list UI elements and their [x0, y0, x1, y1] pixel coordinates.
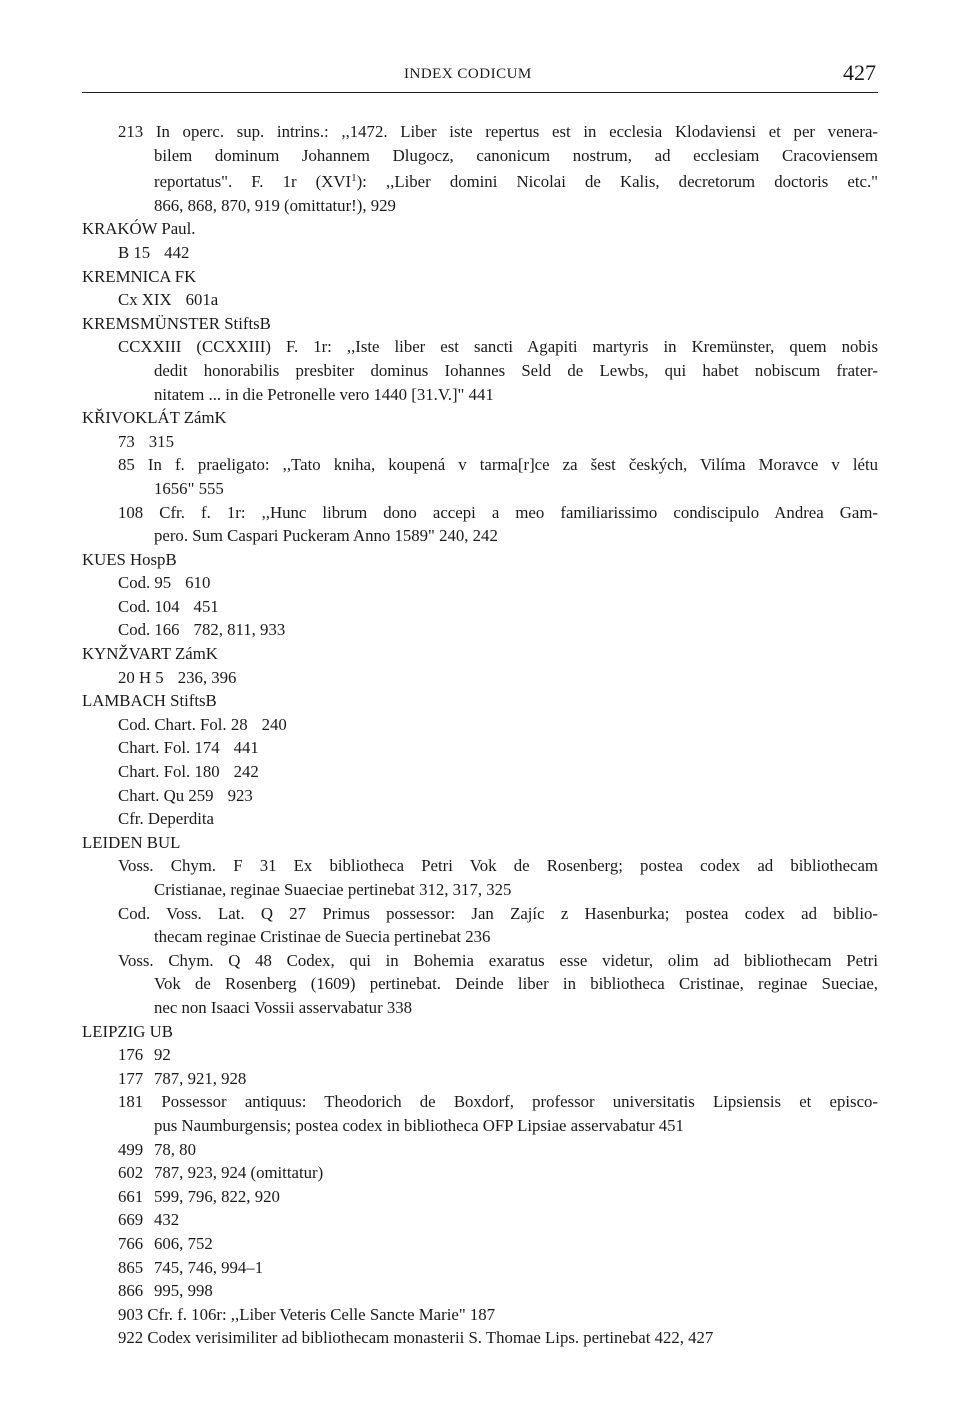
index-entry-line: 866, 868, 870, 919 (omittatur!), 929	[154, 195, 396, 215]
page-refs: 782, 811, 933	[193, 620, 286, 640]
shelfmark-line	[82, 1232, 878, 1256]
index-entry-line: Cod. Voss. Lat. Q 27 Primus possessor: Jan Zajíc z Hasenburka; postea codex ad biblio-	[118, 903, 878, 923]
library-heading: KREMNICA FK	[82, 266, 197, 286]
index-entry-line: Cristianae, reginae Suaeciae pertinebat 312, 317, 325	[154, 880, 512, 899]
shelfmark: 20 H 5	[118, 667, 164, 687]
library-heading: KRAKÓW Paul.	[82, 219, 196, 239]
index-entry-line: 1656" 555	[154, 478, 224, 498]
shelfmark: Chart. Qu 259	[118, 785, 214, 805]
shelfmark-line	[82, 1279, 878, 1303]
index-entry-line	[82, 167, 878, 194]
footnote-marker: 1	[351, 172, 357, 185]
shelfmark-line	[82, 1256, 878, 1280]
page-refs: 78, 80	[154, 1139, 196, 1159]
shelfmark-line	[82, 1138, 878, 1162]
page-refs: 599, 796, 822, 920	[154, 1186, 280, 1206]
shelfmark-line	[82, 288, 878, 312]
index-entry-line: pero. Sum Caspari Puckeram Anno 1589" 240, 242	[154, 526, 498, 546]
index-entry-line: 903 Cfr. f. 106r: ,,Liber Veteris Celle Sancte Marie" 187	[118, 1304, 496, 1324]
index-entry-line: thecam reginae Cristinae de Suecia pertinebat 236	[154, 927, 491, 947]
page-refs: 432	[154, 1210, 180, 1230]
shelfmark-line	[82, 1161, 878, 1185]
page-refs: 441	[233, 738, 259, 758]
shelfmark: 602	[118, 1163, 144, 1183]
index-body	[82, 120, 878, 1350]
library-heading: LEIPZIG UB	[82, 1021, 173, 1041]
shelfmark: Cod. 104	[118, 596, 180, 616]
library-heading: KYNŽVART ZámK	[82, 644, 218, 664]
running-head	[82, 58, 878, 93]
shelfmark: 73	[118, 431, 135, 451]
shelfmark-line	[82, 666, 878, 690]
shelfmark: 661	[118, 1186, 144, 1206]
shelfmark-line	[82, 784, 878, 808]
page-refs: 787, 921, 928	[154, 1068, 247, 1088]
shelfmark: 499	[118, 1139, 144, 1159]
shelfmark: Chart. Fol. 180	[118, 762, 220, 782]
shelfmark-line	[82, 430, 878, 454]
page-refs: 601a	[185, 290, 219, 310]
library-heading: KŘIVOKLÁT ZámK	[82, 408, 227, 428]
index-entry-line: Voss. Chym. Q 48 Codex, qui in Bohemia exaratus esse videtur, olim ad bibliothecam Petri	[118, 950, 878, 970]
page-refs: 745, 746, 994–1	[154, 1257, 264, 1277]
index-entry-line: dedit honorabilis presbiter dominus Iohannes Seld de Lewbs, qui habet nobiscum frater-	[154, 360, 878, 380]
shelfmark: B 15	[118, 242, 151, 262]
page-refs: 787, 923, 924 (omittatur)	[154, 1163, 324, 1183]
library-heading: LAMBACH StiftsB	[82, 691, 217, 711]
page-refs: 451	[193, 596, 219, 616]
index-entry-line: 85 In f. praeligato: ,,Tato kniha, koupená v tarma[r]ce za šest českých, Vilíma Moravce v létu	[118, 455, 878, 475]
shelfmark-line	[82, 618, 878, 642]
shelfmark: Cod. 166	[118, 620, 180, 640]
page-refs: 610	[185, 573, 211, 593]
index-entry-line: Vok de Rosenberg (1609) pertinebat. Deinde liber in bibliotheca Cristinae, reginae Sueciae,	[154, 974, 878, 994]
shelfmark-line	[82, 1067, 878, 1091]
shelfmark: Chart. Fol. 174	[118, 738, 220, 758]
index-entry-line: 922 Codex verisimiliter ad bibliothecam monasterii S. Thomae Lips. pertinebat 422, 427	[118, 1328, 714, 1348]
shelfmark: Cod. Chart. Fol. 28	[118, 714, 248, 734]
shelfmark-line	[82, 736, 878, 760]
running-title: INDEX CODICUM	[404, 66, 532, 82]
shelfmark-line	[82, 1043, 878, 1067]
library-heading: KREMSMÜNSTER StiftsB	[82, 313, 271, 333]
index-entry-line: CCXXIII (CCXXIII) F. 1r: ,,Iste liber est sancti Agapiti martyris in Kremünster, quem nobis	[118, 337, 878, 357]
page-refs: 995, 998	[154, 1281, 213, 1301]
page-refs: 606, 752	[154, 1233, 213, 1253]
shelfmark-line	[82, 595, 878, 619]
shelfmark-line	[82, 760, 878, 784]
shelfmark: Cod. 95	[118, 573, 172, 593]
page-refs: 923	[227, 785, 253, 805]
shelfmark-line	[82, 571, 878, 595]
shelfmark: 866	[118, 1281, 144, 1301]
shelfmark: 669	[118, 1210, 144, 1230]
page-refs: 92	[154, 1045, 171, 1065]
index-entry-line: bilem dominum Johannem Dlugocz, canonicum nostrum, ad ecclesiam Cracoviensem	[154, 145, 878, 165]
shelfmark-line	[82, 1208, 878, 1232]
shelfmark: 177	[118, 1068, 144, 1088]
shelfmark-line	[82, 713, 878, 737]
text-run: ): ,,Liber domini Nicolai de Kalis, decretorum doctoris etc."	[356, 172, 879, 192]
page-refs: 242	[233, 762, 259, 782]
page-refs: 315	[148, 431, 174, 451]
library-heading: LEIDEN BUL	[82, 832, 181, 852]
page-number: 427	[843, 60, 876, 85]
shelfmark-line	[82, 241, 878, 265]
index-entry-line: nitatem ... in die Petronelle vero 1440 [31.V.]" 441	[154, 384, 494, 404]
page-refs: 442	[164, 242, 190, 262]
index-entry-line: Voss. Chym. F 31 Ex bibliotheca Petri Vok de Rosenberg; postea codex ad bibliothecam	[118, 856, 878, 876]
shelfmark-line	[82, 1185, 878, 1209]
index-entry-line: 213 In operc. sup. intrins.: ,,1472. Liber iste repertus est in ecclesia Klodaviensi et per venera-	[118, 122, 878, 141]
shelfmark: Cx XIX	[118, 290, 172, 310]
page-refs: 240	[261, 714, 287, 734]
index-entry-line: 108 Cfr. f. 1r: ,,Hunc librum dono accepi a meo familiarissimo condiscipulo Andrea Gam-	[118, 502, 878, 522]
shelfmark: 176	[118, 1045, 144, 1065]
page-refs: 236, 396	[177, 667, 237, 687]
index-entry-line: 181 Possessor antiquus: Theodorich de Boxdorf, professor universitatis Lipsiensis et episco-	[118, 1092, 878, 1112]
index-entry-line: pus Naumburgensis; postea codex in bibliotheca OFP Lipsiae asservabatur 451	[154, 1115, 684, 1135]
index-entry-line: nec non Isaaci Vossii asservabatur 338	[154, 997, 413, 1017]
cross-reference: Cfr. Deperdita	[118, 809, 214, 829]
shelfmark: 766	[118, 1233, 144, 1253]
text-run: reportatus". F. 1r (XVI	[154, 172, 352, 192]
shelfmark: 865	[118, 1257, 144, 1277]
library-heading: KUES HospB	[82, 549, 177, 569]
